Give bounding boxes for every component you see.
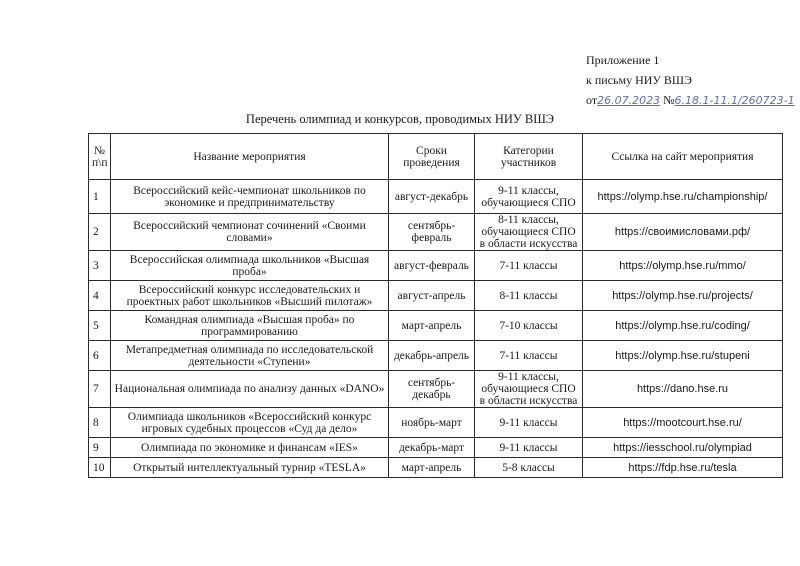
cell-name: Всероссийский конкурс исследовательских и проектных работ школьников «Высший пилотаж» — [111, 281, 389, 311]
cell-dates: август-февраль — [389, 251, 475, 281]
from-label: от — [586, 93, 598, 107]
cell-dates: март-апрель — [389, 458, 475, 478]
cell-num: 1 — [89, 180, 111, 214]
appendix-date-number — [586, 90, 795, 110]
cell-link[interactable]: https://dano.hse.ru — [583, 371, 783, 408]
cell-dates: август-декабрь — [389, 180, 475, 214]
handwritten-date: 26.07.2023 — [597, 94, 661, 107]
cell-categories: 9-11 классы, обучающиеся СПО в области искусства — [475, 371, 583, 408]
table-header-row — [89, 134, 783, 180]
cell-name: Всероссийский кейс-чемпионат школьников по экономике и предпринимательству — [111, 180, 389, 214]
table-row — [89, 408, 783, 438]
table-row — [89, 438, 783, 458]
cell-link[interactable]: https://olymp.hse.ru/championship/ — [583, 180, 783, 214]
table-row — [89, 371, 783, 408]
appendix-block — [586, 50, 795, 110]
cell-num: 7 — [89, 371, 111, 408]
cell-categories: 5-8 классы — [475, 458, 583, 478]
cell-num: 6 — [89, 341, 111, 371]
number-label: № — [663, 93, 675, 107]
cell-num: 10 — [89, 458, 111, 478]
table-row — [89, 281, 783, 311]
cell-num: 4 — [89, 281, 111, 311]
handwritten-number: 6.18.1-11.1/260723-1 — [674, 94, 795, 107]
cell-name: Открытый интеллектуальный турнир «TESLA» — [111, 458, 389, 478]
cell-link[interactable]: https://olymp.hse.ru/coding/ — [583, 311, 783, 341]
cell-dates: декабрь-апрель — [389, 341, 475, 371]
cell-name: Командная олимпиада «Высшая проба» по программированию — [111, 311, 389, 341]
cell-link[interactable]: https://mootcourt.hse.ru/ — [583, 408, 783, 438]
cell-categories: 7-11 классы — [475, 341, 583, 371]
cell-name: Всероссийская олимпиада школьников «Высшая проба» — [111, 251, 389, 281]
olympiads-table — [88, 133, 783, 478]
cell-categories: 8-11 классы — [475, 281, 583, 311]
cell-num: 8 — [89, 408, 111, 438]
cell-categories: 8-11 классы, обучающиеся СПО в области искусства — [475, 214, 583, 251]
cell-num: 5 — [89, 311, 111, 341]
cell-name: Олимпиада школьников «Всероссийский конкурс игровых судебных процессов «Суд да дело» — [111, 408, 389, 438]
cell-num: 9 — [89, 438, 111, 458]
cell-categories: 7-10 классы — [475, 311, 583, 341]
cell-name: Всероссийский чемпионат сочинений «Своими словами» — [111, 214, 389, 251]
cell-num: 2 — [89, 214, 111, 251]
document-title: Перечень олимпиад и конкурсов, проводимых НИУ ВШЭ — [245, 112, 555, 126]
table-row — [89, 180, 783, 214]
table-row — [89, 214, 783, 251]
table-row — [89, 311, 783, 341]
appendix-letter-ref: к письму НИУ ВШЭ — [586, 73, 692, 87]
cell-link[interactable]: https://своимисловами.рф/ — [583, 214, 783, 251]
cell-link[interactable]: https://iesschool.ru/olympiad — [583, 438, 783, 458]
cell-dates: сентябрь-февраль — [389, 214, 475, 251]
header-num: № п\п — [89, 134, 111, 180]
cell-dates: сентябрь-декабрь — [389, 371, 475, 408]
cell-dates: август-апрель — [389, 281, 475, 311]
cell-dates: март-апрель — [389, 311, 475, 341]
header-dates: Сроки проведения — [389, 134, 475, 180]
table-row — [89, 341, 783, 371]
cell-name: Метапредметная олимпиада по исследовательской деятельности «Ступени» — [111, 341, 389, 371]
cell-name: Национальная олимпиада по анализу данных «DANO» — [111, 371, 389, 408]
cell-num: 3 — [89, 251, 111, 281]
cell-link[interactable]: https://olymp.hse.ru/stupeni — [583, 341, 783, 371]
appendix-label: Приложение 1 — [586, 53, 660, 67]
header-categories: Категории участников — [475, 134, 583, 180]
table-row — [89, 251, 783, 281]
cell-categories: 9-11 классы — [475, 438, 583, 458]
cell-categories: 9-11 классы, обучающиеся СПО — [475, 180, 583, 214]
cell-categories: 7-11 классы — [475, 251, 583, 281]
cell-link[interactable]: https://olymp.hse.ru/mmo/ — [583, 251, 783, 281]
cell-categories: 9-11 классы — [475, 408, 583, 438]
cell-dates: декабрь-март — [389, 438, 475, 458]
header-name: Название мероприятия — [111, 134, 389, 180]
cell-link[interactable]: https://fdp.hse.ru/tesla — [583, 458, 783, 478]
header-link: Ссылка на сайт мероприятия — [583, 134, 783, 180]
cell-link[interactable]: https://olymp.hse.ru/projects/ — [583, 281, 783, 311]
cell-name: Олимпиада по экономике и финансам «IES» — [111, 438, 389, 458]
cell-dates: ноябрь-март — [389, 408, 475, 438]
table-row — [89, 458, 783, 478]
